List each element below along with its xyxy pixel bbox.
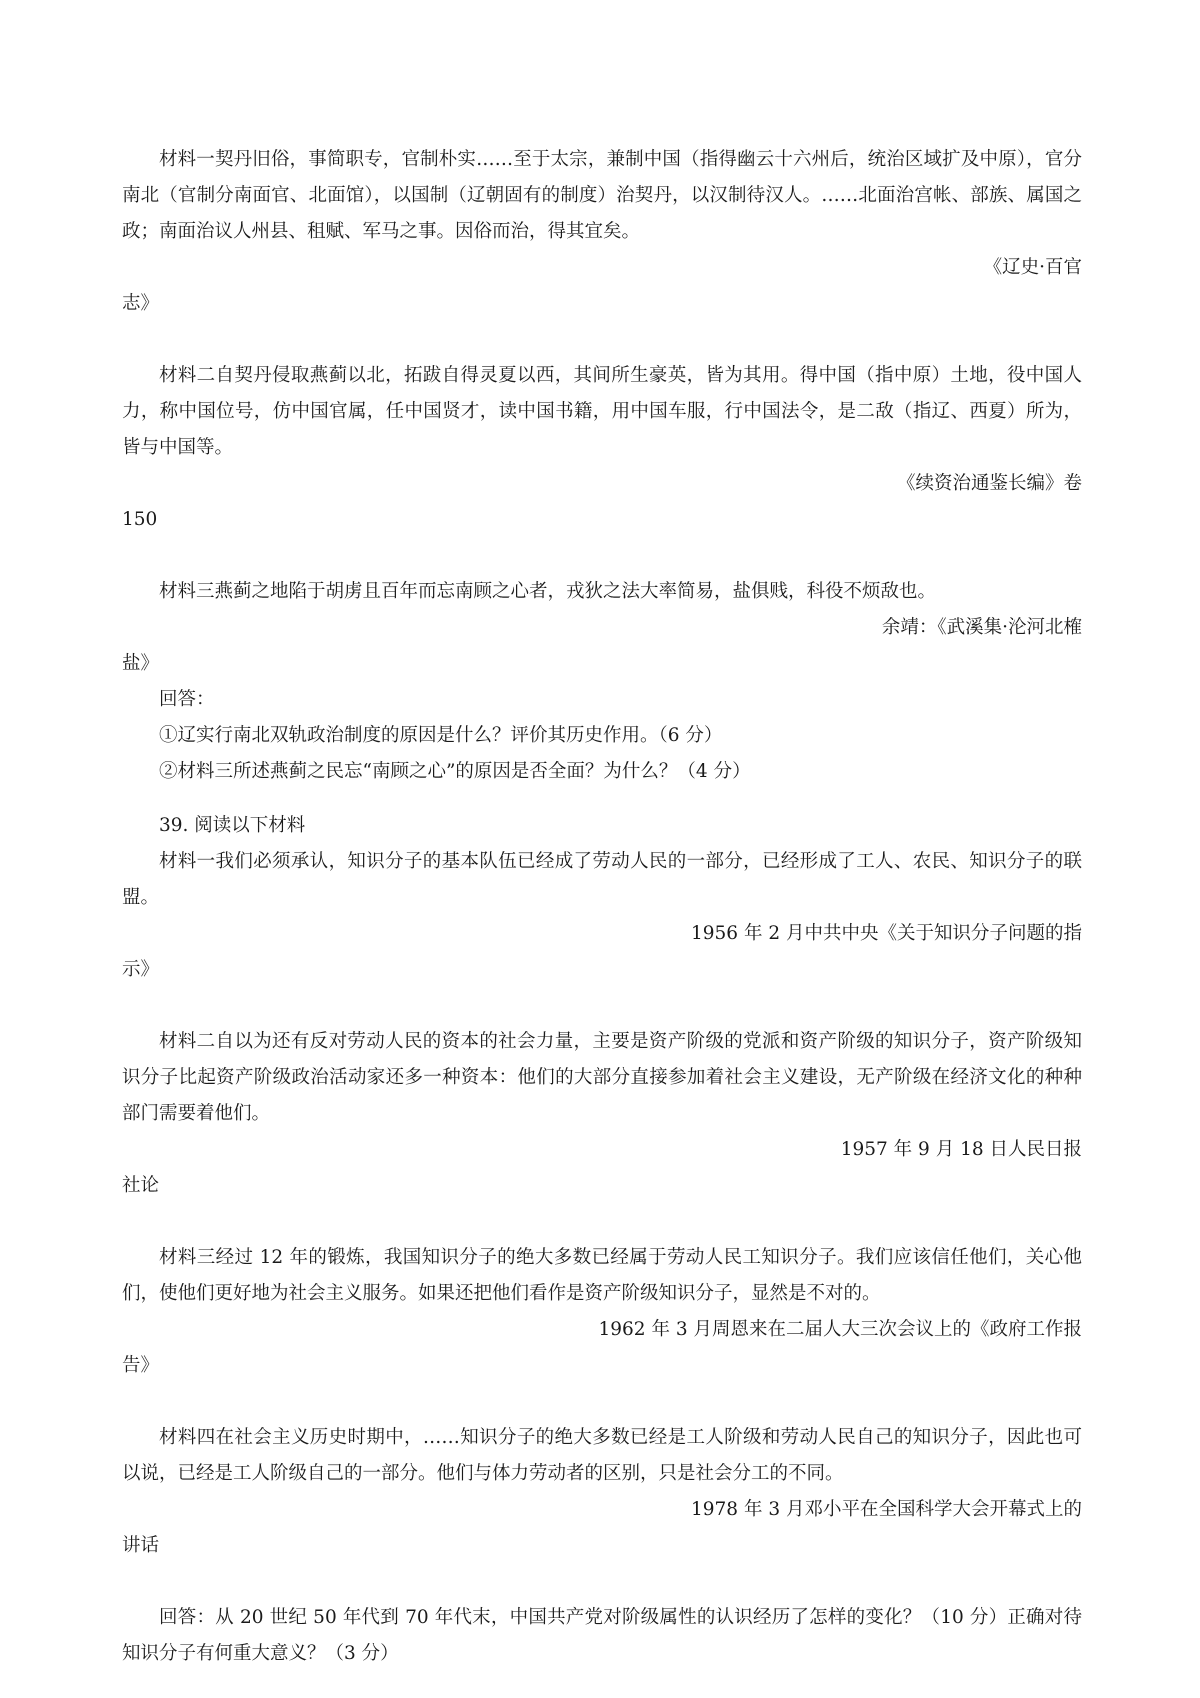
q39-material-3-source-tail: 告》 [122, 1355, 160, 1376]
question-2: ②材料三所述燕蓟之民忘“南顾之心”的原因是否全面？为什么？（4 分） [159, 761, 751, 782]
q39-material-4-source: 1978 年 3 月邓小平在全国科学大会开幕式上的 [691, 1499, 1082, 1520]
spacer [122, 1204, 1082, 1240]
material-1-text: 材料一契丹旧俗，事简职专，官制朴实……至于太宗，兼制中国（指得幽云十六州后，统治区域扩及中原），官分南北（官制分南面官、北面馆），以国制（辽朝固有的制度）治契丹，以汉制待汉人。……北面治宫帐、部族、属国之政；南面治议人州县、租赋、军马之事。因俗而治，得其宜矣。 [122, 149, 1082, 242]
spacer [122, 988, 1082, 1024]
material-1-source: 《辽史·百官 [983, 257, 1082, 278]
question-39-heading: 39. 阅读以下材料 [159, 815, 306, 836]
q39-material-4-source-tail: 讲话 [122, 1535, 160, 1556]
spacer [122, 322, 1082, 358]
q39-material-2-source-tail: 社论 [122, 1175, 160, 1196]
spacer [122, 790, 1082, 808]
spacer [122, 538, 1082, 574]
q39-material-4-text: 材料四在社会主义历史时期中，……知识分子的绝大多数已经是工人阶级和劳动人民自己的知识分子，因此也可以说，已经是工人阶级自己的一部分。他们与体力劳动者的区别，只是社会分工的不同。 [122, 1427, 1082, 1484]
material-2-source-tail: 150 [122, 509, 158, 530]
q39-material-1-source: 1956 年 2 月中共中央《关于知识分子问题的指 [691, 923, 1082, 944]
material-2-source: 《续资治通鉴长编》卷 [896, 473, 1082, 494]
question-39-prompt: 回答：从 20 世纪 50 年代到 70 年代末，中国共产党对阶级属性的认识经历了怎样的变化？（10 分）正确对待知识分子有何重大意义？（3 分） [122, 1607, 1082, 1664]
question-1: ①辽实行南北双轨政治制度的原因是什么？评价其历史作用。（6 分） [159, 725, 723, 746]
q39-material-3-text: 材料三经过 12 年的锻炼，我国知识分子的绝大多数已经属于劳动人民工知识分子。我们应该信任他们，关心他们，使他们更好地为社会主义服务。如果还把他们看作是资产阶级知识分子，显然是不对的。 [122, 1247, 1082, 1304]
spacer [122, 1384, 1082, 1420]
material-3-source: 余靖：《武溪集·沦河北榷 [881, 617, 1082, 638]
q39-material-1-source-tail: 示》 [122, 959, 160, 980]
material-1-source-tail: 志》 [122, 293, 160, 314]
q39-material-2-source: 1957 年 9 月 18 日人民日报 [840, 1139, 1082, 1160]
q39-material-1-text: 材料一我们必须承认，知识分子的基本队伍已经成了劳动人民的一部分，已经形成了工人、农民、知识分子的联盟。 [122, 851, 1082, 908]
material-3-text: 材料三燕蓟之地陷于胡虏且百年而忘南顾之心者，戎狄之法大率简易，盐俱贱，科役不烦敌也。 [159, 581, 937, 602]
q39-material-3-source: 1962 年 3 月周恩来在二届人大三次会议上的《政府工作报 [598, 1319, 1082, 1340]
spacer [122, 1564, 1082, 1600]
answer-label: 回答： [159, 689, 215, 710]
material-2-text: 材料二自契丹侵取燕蓟以北，拓跋自得灵夏以西，其间所生豪英，皆为其用。得中国（指中原）土地，役中国人力，称中国位号，仿中国官属，任中国贤才，读中国书籍，用中国车服，行中国法令，是二敌（指辽、西夏）所为，皆与中国等。 [122, 365, 1082, 458]
exam-page [122, 142, 1082, 1672]
material-3-source-tail: 盐》 [122, 653, 160, 674]
q39-material-2-text: 材料二自以为还有反对劳动人民的资本的社会力量，主要是资产阶级的党派和资产阶级的知识分子，资产阶级知识分子比起资产阶级政治活动家还多一种资本：他们的大部分直接参加着社会主义建设，无产阶级在经济文化的种种部门需要着他们。 [122, 1031, 1082, 1124]
